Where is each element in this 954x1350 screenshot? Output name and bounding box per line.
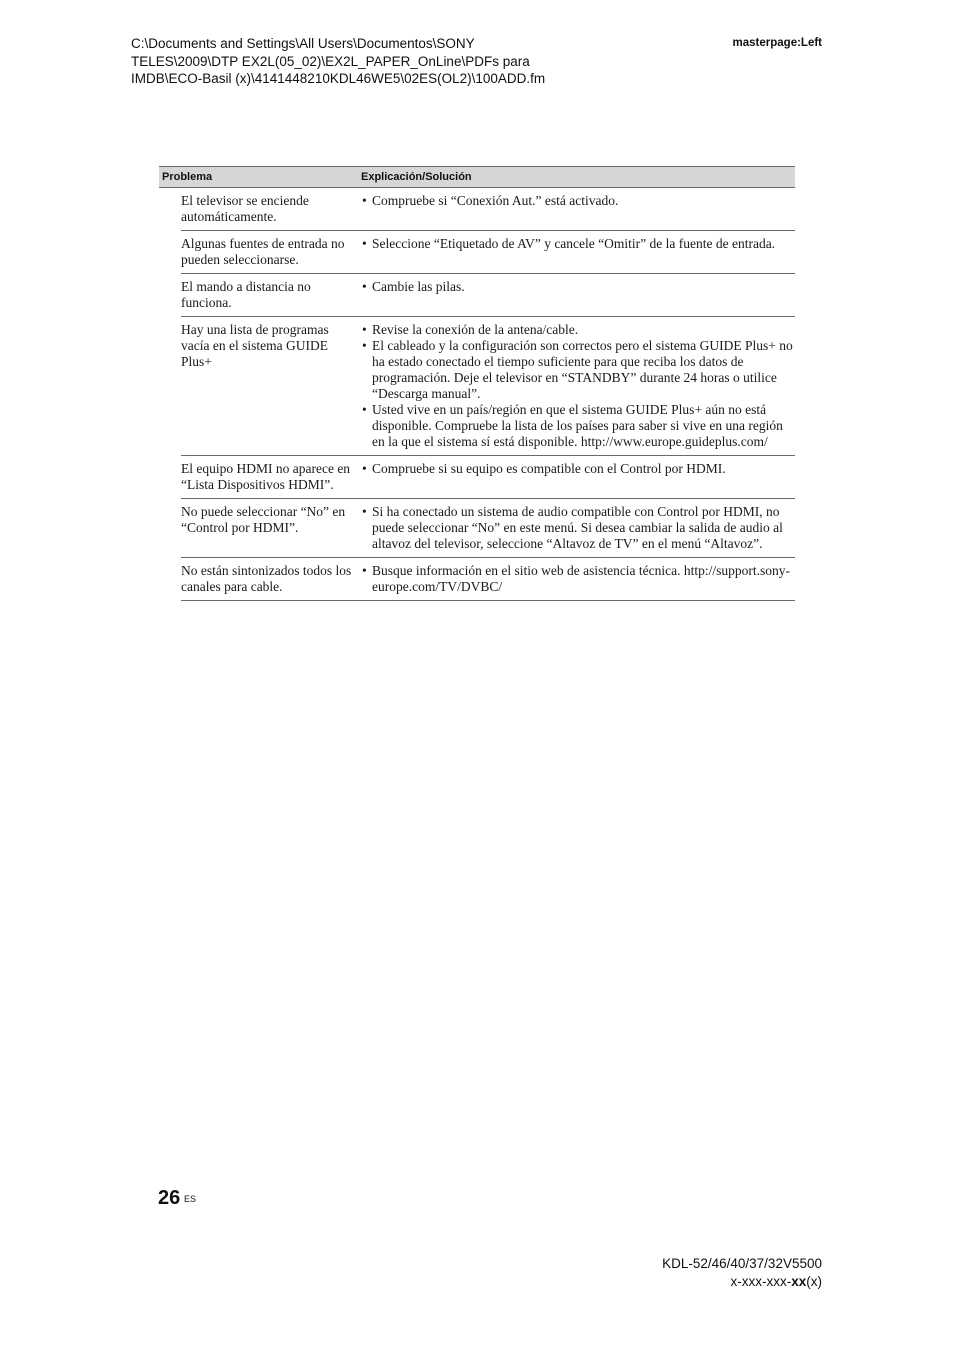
solution-item: • Compruebe si su equipo es compatible con el Control por HDMI. bbox=[362, 461, 795, 477]
model-number: KDL-52/46/40/37/32V5500 bbox=[662, 1256, 822, 1271]
problem-cell: Algunas fuentes de entrada no pueden seleccionarse. bbox=[181, 236, 345, 267]
solution-item: • Si ha conectado un sistema de audio compatible con Control por HDMI, no puede seleccionar “No” en este menú. Si desea cambiar la salida de audio al altavoz del televisor, seleccione “Altavoz de TV” en el menú “Altavoz”. bbox=[362, 504, 795, 552]
solution-cell bbox=[362, 193, 795, 225]
solution-item: • Busque información en el sitio web de asistencia técnica. http://support.sony-europe.com/TV/DVBC/ bbox=[362, 563, 795, 595]
file-path-line: C:\Documents and Settings\All Users\Documentos\SONY bbox=[131, 36, 475, 51]
problem-cell: No puede seleccionar “No” en “Control por HDMI”. bbox=[181, 504, 346, 535]
table-row bbox=[181, 188, 795, 231]
solution-cell bbox=[362, 461, 795, 493]
problem-cell: No están sintonizados todos los canales para cable. bbox=[181, 563, 352, 594]
solution-item: • Cambie las pilas. bbox=[362, 279, 795, 295]
table-row bbox=[181, 274, 795, 317]
troubleshooting-table bbox=[159, 166, 795, 601]
file-path-line: TELES\2009\DTP EX2L(05_02)\EX2L_PAPER_OnLine\PDFs para bbox=[131, 53, 530, 69]
table-header bbox=[159, 166, 795, 188]
document-code-suffix: (x) bbox=[806, 1274, 822, 1289]
file-path-header bbox=[131, 35, 651, 88]
table-row bbox=[181, 231, 795, 274]
solution-cell bbox=[362, 322, 795, 450]
column-header-solution: Explicación/Solución bbox=[361, 171, 472, 183]
solution-item: • Seleccione “Etiquetado de AV” y cancele “Omitir” de la fuente de entrada. bbox=[362, 236, 795, 252]
masterpage-label: masterpage:Left bbox=[732, 37, 822, 49]
table-row bbox=[181, 499, 795, 558]
document-footer bbox=[662, 1255, 822, 1291]
solution-item: • Usted vive en un país/región en que el sistema GUIDE Plus+ aún no está disponible. Compruebe la lista de los países para saber si vive en una región en la que el sistema sí está disponible. http://www.europe.guideplus.com/ bbox=[362, 402, 795, 450]
column-header-problem: Problema bbox=[162, 171, 213, 183]
solution-item: • Revise la conexión de la antena/cable. bbox=[362, 322, 795, 338]
document-code-prefix: x-xxx-xxx- bbox=[730, 1274, 792, 1289]
solution-item: • Compruebe si “Conexión Aut.” está activado. bbox=[362, 193, 795, 209]
page-number: 26 bbox=[158, 1187, 181, 1209]
solution-cell bbox=[362, 504, 795, 552]
table-row bbox=[181, 558, 795, 601]
solution-cell bbox=[362, 563, 795, 595]
table-row bbox=[181, 456, 795, 499]
solution-item: • El cableado y la configuración son correctos pero el sistema GUIDE Plus+ no ha estado conectado el tiempo suficiente para que reciba los datos de programación. Deje el televisor en “STANDBY” durante 24 horas o utilice “Descarga manual”. bbox=[362, 338, 795, 402]
problem-cell: El equipo HDMI no aparece en “Lista Dispositivos HDMI”. bbox=[181, 461, 351, 492]
file-path-line: IMDB\ECO-Basil (x)\4141448210KDL46WE5\02ES(OL2)\100ADD.fm bbox=[131, 71, 546, 86]
solution-cell bbox=[362, 279, 795, 311]
document-code bbox=[662, 1273, 822, 1291]
problem-cell: Hay una lista de programas vacía en el sistema GUIDE Plus+ bbox=[181, 322, 329, 369]
problem-cell: El televisor se enciende automáticamente. bbox=[181, 193, 309, 224]
problem-cell: El mando a distancia no funciona. bbox=[181, 279, 311, 310]
table-row bbox=[181, 317, 795, 456]
solution-cell bbox=[362, 236, 795, 268]
page-language-code: ES bbox=[184, 1194, 197, 1204]
document-code-bold: xx bbox=[791, 1274, 807, 1289]
